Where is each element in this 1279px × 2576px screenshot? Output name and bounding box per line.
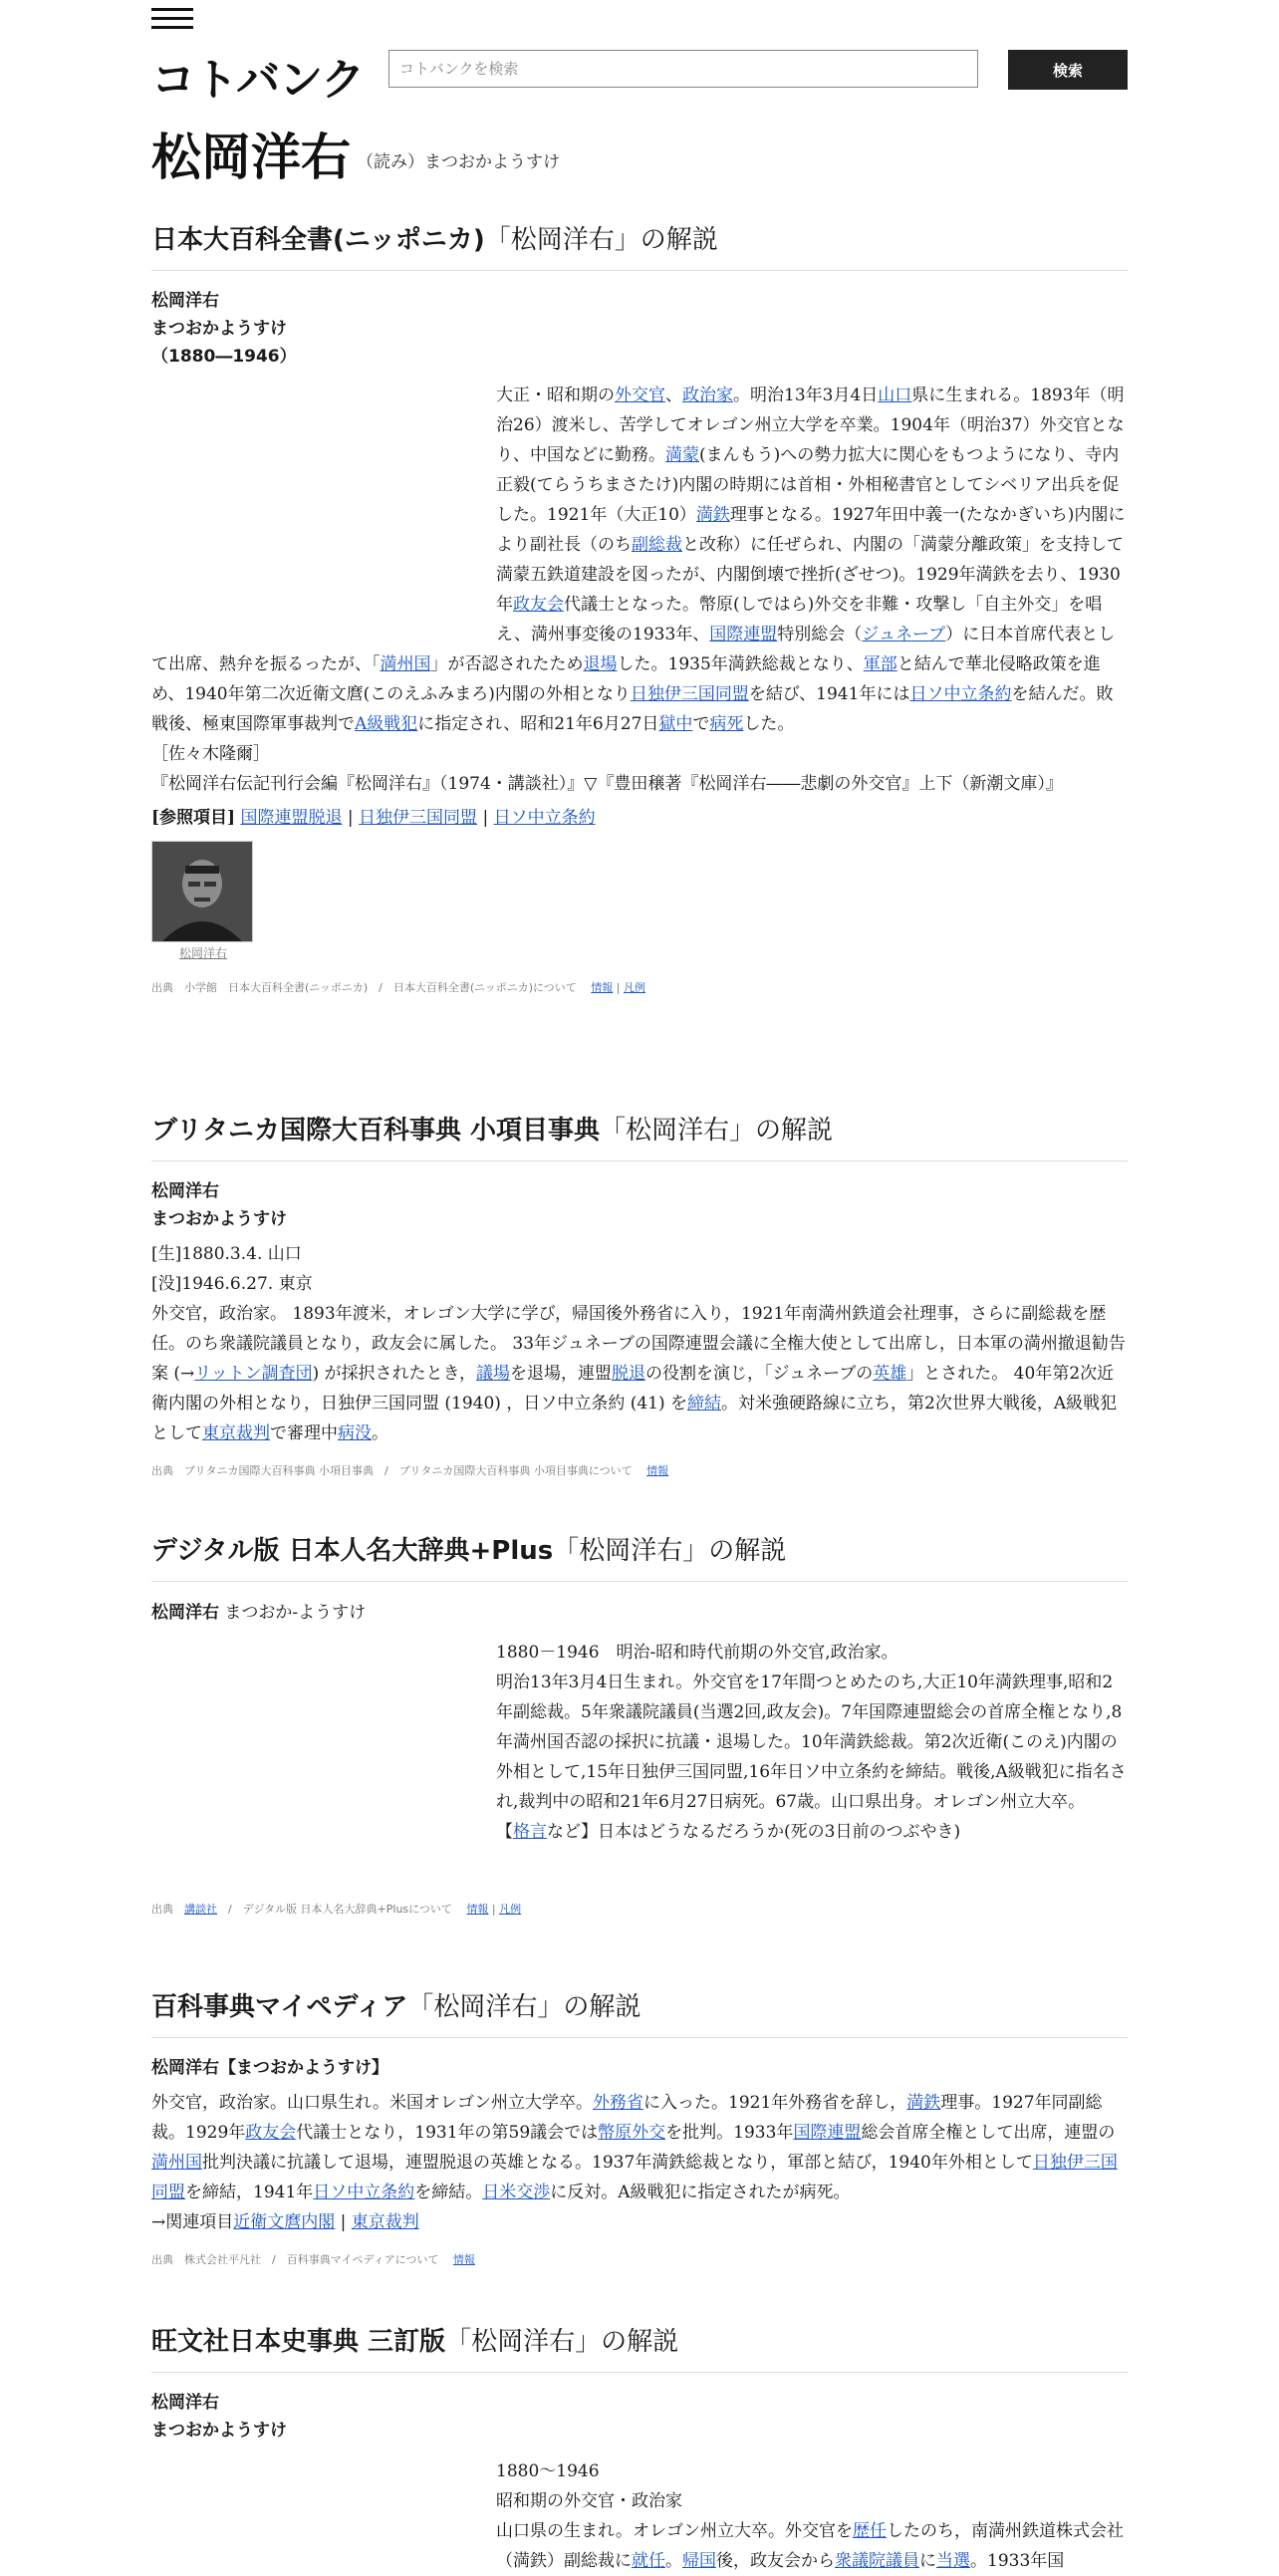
heading-suffix: 「松岡洋右」の解説 xyxy=(600,1116,834,1146)
heading-suffix: 「松岡洋右」の解説 xyxy=(484,225,718,255)
role-line: 昭和期の外交官・政治家 xyxy=(496,2491,682,2511)
inline-link[interactable]: 政友会 xyxy=(245,2123,297,2143)
text-run: 代議士となった。幣原(しではら)外交を非難・攻撃し「自主外交」を唱え、満州事変後の1933年、 xyxy=(496,595,1103,644)
ref-link[interactable]: 日独伊三国同盟 xyxy=(359,808,478,828)
body-paragraph xyxy=(496,2516,1128,2576)
inline-link[interactable]: 帰国 xyxy=(682,2551,716,2571)
entry-head: 松岡洋右 xyxy=(151,291,219,311)
inline-link[interactable]: 病死 xyxy=(709,714,744,734)
text-run: と改称）に任ぜられ、内閣の「満蒙分離政策」を支持して満蒙五鉄道建設を図ったが、内閣倒壊で挫折(ざせつ)。1929年満鉄を去り、1930年 xyxy=(496,535,1125,615)
inline-link[interactable]: 外務省 xyxy=(593,2093,644,2113)
section-britannica xyxy=(151,1110,1128,1478)
portrait-image[interactable] xyxy=(151,841,253,942)
source-credit: 出典 講談社 / デジタル版 日本人名大辞典+Plusについて 情報 | 凡例 xyxy=(151,1903,522,1916)
inline-link[interactable]: ジュネーブ xyxy=(862,625,946,644)
heading-suffix: 「松岡洋右」の解説 xyxy=(407,1992,641,2022)
inline-link[interactable]: 当選 xyxy=(936,2551,970,2571)
text-run: など】日本はどうなるだろうか(死の3日前のつぶやき) xyxy=(547,1822,961,1842)
text-run: 批判決議に抗議して退場，連盟脱退の英雄となる。1937年満鉄総裁となり，軍部と結び，1940年外相として xyxy=(202,2153,1033,2173)
body-text xyxy=(151,1299,1128,1448)
inline-link[interactable]: 衆議院議員 xyxy=(835,2551,919,2571)
text-run: ) が採択されたとき， xyxy=(312,1364,476,1384)
source-text: 出典 ブリタニカ国際大百科事典 小項目事典 / ブリタニカ国際大百科事典 小項目事典について xyxy=(151,1464,633,1477)
source-credit xyxy=(151,1462,1128,1478)
section-nipponica xyxy=(151,219,1128,995)
inline-link[interactable]: 政治家 xyxy=(682,386,733,405)
inline-link[interactable]: 議場 xyxy=(475,1364,510,1384)
text-run: と結んで華北侵略政策を進め、1940年第二次近衛文麿(このえふみまろ)内閣の外相となり xyxy=(151,654,1101,704)
text-run: した。 xyxy=(743,714,795,734)
source-prefix: 出典 xyxy=(151,1903,184,1916)
text-run: に入った。1921年外務省を辞し， xyxy=(643,2093,907,2113)
info-link[interactable]: 情報 xyxy=(591,981,614,994)
inline-link[interactable]: 軍部 xyxy=(863,654,897,674)
inline-link[interactable]: 満鉄 xyxy=(906,2093,941,2113)
text-run: したのち，南満州鉄道株式会社（満鉄）副総裁に xyxy=(496,2521,1125,2571)
entry-reading: まつおか-ようすけ xyxy=(219,1603,367,1623)
quote-line xyxy=(496,1817,1128,1847)
entry-head: 松岡洋右【まつおかようすけ】 xyxy=(151,2058,388,2078)
refs-label: [参照項目] xyxy=(151,808,236,828)
text-run: 外交官，政治家。山口県生れ。米国オレゴン州立大学卒。 xyxy=(151,2093,594,2113)
entry-name: 松岡洋右 xyxy=(151,1603,219,1623)
inline-link[interactable]: 満州国 xyxy=(151,2153,202,2173)
inline-link[interactable]: 政友会 xyxy=(513,595,564,615)
notes-link[interactable]: 凡例 xyxy=(499,1903,522,1916)
portrait-caption[interactable]: 松岡洋右 xyxy=(178,946,227,960)
lifespan-line: 1880〜1946 xyxy=(496,2461,600,2481)
related-items: [参照項目] 国際連盟脱退 | 日独伊三国同盟 | 日ソ中立条約 xyxy=(151,808,596,828)
body-text xyxy=(151,2088,1128,2207)
text-run: 県に生まれる。1893年（明治26）渡米し、苦学してオレゴン州立大学を卒業。1904年（明治37）外交官となり、中国などに勤務。 xyxy=(496,386,1125,465)
text-run: 代議士となり，1931年の第59議会では xyxy=(296,2123,599,2143)
text-run: 、 xyxy=(665,386,682,405)
text-run: を退場，連盟 xyxy=(509,1364,612,1384)
author: ［佐々木隆爾］ xyxy=(151,744,270,764)
text-run: 後，政友会から xyxy=(716,2551,835,2571)
text-run: に指定され、昭和21年6月27日 xyxy=(417,714,659,734)
text-run: 。対米強硬路線に立ち，第2次世界大戦後，A級戦犯として xyxy=(151,1394,1118,1443)
bibliography: 『松岡洋右伝記刊行会編『松岡洋右』（1974・講談社）』▽『豊田穣著『松岡洋右――悲劇の外交官』上下（新潮文庫）』 xyxy=(151,774,1063,794)
body-text xyxy=(496,1638,1128,1847)
source-credit xyxy=(151,2251,1128,2267)
section-heading xyxy=(151,1986,1128,2038)
site-logo[interactable]: コトバンク xyxy=(151,55,365,106)
reading: （読み）まつおかようすけ xyxy=(357,152,560,172)
text-run: 外交官，政治家。 1893年渡米，オレゴン大学に学び，帰国後外務省に入り，1921年南満州鉄道会社理事，さらに副総裁を歴任。のち衆議院議員となり，政友会に属した。 33年ジュネーブの国際連盟会議に全権大使として出席し，日本軍の満州撤退勧告案 (→ xyxy=(151,1304,1126,1384)
source-text: 出典 小学館 日本大百科全書(ニッポニカ) / 日本大百科全書(ニッポニカ)について xyxy=(151,981,577,994)
text-run: 総会首席全権として出席，連盟の xyxy=(861,2123,1116,2143)
inline-link[interactable]: 締結 xyxy=(687,1394,722,1414)
text-run: 。1933年国 xyxy=(970,2551,1065,2571)
body-text xyxy=(496,2456,1128,2576)
text-run: 【 xyxy=(496,1822,513,1842)
entry-reading: まつおかようすけ xyxy=(151,2421,287,2441)
hamburger-menu-icon[interactable] xyxy=(151,8,195,34)
text-run: ）に日本首席代表として出席、熱弁を振るったが、「 xyxy=(151,625,1116,674)
section-heading xyxy=(151,1530,1128,1582)
section-jinmei xyxy=(151,1530,1128,1917)
text-run: を締結，1941年 xyxy=(185,2183,314,2202)
text-run: | xyxy=(335,2212,352,2232)
source-name: ブリタニカ国際大百科事典 小項目事典 xyxy=(151,1116,601,1146)
text-run: 。明治13年3月4日 xyxy=(733,386,879,405)
text-run: 。 xyxy=(372,1423,388,1443)
body-paragraph xyxy=(151,2093,1118,2202)
text-run: 理事。1927年同副総裁。1929年 xyxy=(151,2093,1103,2143)
notes-link[interactable]: 凡例 xyxy=(623,981,645,994)
source-name: デジタル版 日本人名大辞典+Plus xyxy=(151,1536,554,1566)
page-title: 松岡洋右 xyxy=(151,129,351,186)
entry-reading: まつおかようすけ xyxy=(151,319,287,339)
text-run: に反対。A級戦犯に指定されたが病死。 xyxy=(550,2183,851,2202)
inline-link[interactable]: 東京裁判 xyxy=(351,2212,419,2232)
source-text: / デジタル版 日本人名大辞典+Plusについて xyxy=(217,1903,452,1916)
body-text xyxy=(151,381,1128,739)
body-paragraph: 明治13年3月4日生まれ。外交官を17年間つとめたのち,大正10年満鉄理事,昭和2年副総裁。5年衆議院議員(当選2回,政友会)。7年国際連盟総会の首席全権となり,8年満州国否認の採択に抗議・退場した。10年満鉄総裁。第2次近衛(このえ)内閣の外相として,15年日独伊三国同盟,16年日ソ中立条約を締結。戦後,A級戦犯に指名され,裁判中の昭和21年6月27日病死。67歳。山口県出身。オレゴン州立大卒。 xyxy=(496,1673,1127,1812)
text-run: を締結。 xyxy=(414,2183,483,2202)
ref-link[interactable]: 日ソ中立条約 xyxy=(493,808,596,828)
entry-head xyxy=(151,1598,1128,1628)
inline-link[interactable]: 日ソ中立条約 xyxy=(909,684,1012,704)
source-name: 日本大百科全書(ニッポニカ) xyxy=(151,225,485,255)
inline-link[interactable]: 山口 xyxy=(878,386,912,405)
info-link[interactable]: 情報 xyxy=(452,2253,475,2266)
born: [生]1880.3.4. 山口 xyxy=(151,1244,302,1264)
inline-link[interactable]: A級戦犯 xyxy=(355,714,418,734)
text-run: を批判。1933年 xyxy=(665,2123,794,2143)
inline-link[interactable]: 歴任 xyxy=(853,2521,888,2541)
ref-link[interactable]: 国際連盟脱退 xyxy=(240,808,343,828)
search-input[interactable] xyxy=(388,50,978,88)
body-paragraph xyxy=(151,1304,1126,1443)
entry-reading: まつおかようすけ xyxy=(151,1209,287,1229)
inline-link[interactable]: 格言 xyxy=(513,1822,547,1842)
text-run: 。 xyxy=(665,2551,682,2571)
text-run: 山口県の生まれ。オレゴン州立大卒。外交官を xyxy=(496,2521,854,2541)
section-heading xyxy=(151,2321,1128,2373)
entry-head: 松岡洋右 xyxy=(151,1181,219,1201)
text-run: で xyxy=(692,714,710,734)
source-name: 旺文社日本史事典 三訂版 xyxy=(151,2327,446,2357)
info-link[interactable]: 情報 xyxy=(646,1464,669,1477)
entry-years: （1880―1946） xyxy=(151,347,297,367)
text-run: した。1935年満鉄総裁となり、 xyxy=(617,654,864,674)
section-heading xyxy=(151,1110,1128,1161)
heading-suffix: 「松岡洋右」の解説 xyxy=(445,2327,679,2357)
text-run: 」が否認されたため xyxy=(430,654,584,674)
lifespan-line: 1880－1946 明治-昭和時代前期の外交官,政治家。 xyxy=(496,1643,898,1663)
source-credit: 出典 小学館 日本大百科全書(ニッポニカ) / 日本大百科全書(ニッポニカ)について 情報 | 凡例 xyxy=(151,981,645,994)
text-run: (まんもう)への勢力拡大に関心をもつようになり、寺内正毅(てらうちまさたけ)内閣の時期には首相・外相秘書官としてシベリア出兵を促した。1921年（大正10） xyxy=(496,445,1120,525)
text-run: で審理中 xyxy=(270,1423,338,1443)
inline-link[interactable]: 満州国 xyxy=(380,654,431,674)
portrait-figure xyxy=(151,841,255,961)
section-obunsha xyxy=(151,2321,1128,2576)
inline-link[interactable]: 満蒙 xyxy=(665,445,699,465)
text-run: 理事となる。1927年田中義一(たなかぎいち)内閣により副社長（のち xyxy=(496,505,1126,555)
related-items xyxy=(151,2207,1128,2237)
inline-link[interactable]: 病没 xyxy=(338,1423,372,1443)
inline-link[interactable]: リットン調査団 xyxy=(194,1364,313,1384)
text-run: を結び、1941年には xyxy=(748,684,910,704)
text-run: の役割を演じ，「ジュネーブの xyxy=(644,1364,874,1384)
section-heading xyxy=(151,219,1128,271)
info-link[interactable]: 情報 xyxy=(466,1903,489,1916)
text-run: 」とされた。 40年第2次近衛内閣の外相となり，日独伊三国同盟 (1940) ，日ソ中立条約 (41) を xyxy=(151,1364,1115,1414)
inline-link[interactable]: 満鉄 xyxy=(695,505,730,525)
inline-link[interactable]: 就任 xyxy=(632,2551,665,2571)
inline-link[interactable]: 幣原外交 xyxy=(598,2123,666,2143)
heading-suffix: 「松岡洋右」の解説 xyxy=(553,1536,787,1566)
inline-link[interactable]: 日独伊三国同盟 xyxy=(630,684,749,704)
inline-link[interactable]: 日独伊三国同盟 xyxy=(151,2153,1118,2202)
inline-link[interactable]: 国際連盟 xyxy=(793,2123,862,2143)
text-run: 大正・昭和期の xyxy=(496,386,615,405)
inline-link[interactable]: 獄中 xyxy=(658,714,693,734)
float-spacer xyxy=(151,381,496,649)
related-list xyxy=(151,2212,419,2232)
source-name: 百科事典マイペディア xyxy=(151,1992,408,2022)
inline-link[interactable]: 近衛文麿内閣 xyxy=(233,2212,336,2232)
section-mypedia xyxy=(151,1986,1128,2267)
inline-link[interactable]: 脱退 xyxy=(611,1364,645,1384)
inline-link[interactable]: 退場 xyxy=(583,654,618,674)
text-run: に xyxy=(919,2551,936,2571)
inline-link[interactable]: 副総裁 xyxy=(632,535,682,555)
died: [没]1946.6.27. 東京 xyxy=(151,1274,313,1294)
inline-link[interactable]: 国際連盟 xyxy=(709,625,778,644)
source-text: 出典 株式会社平凡社 / 百科事典マイペディアについて xyxy=(151,2253,439,2266)
text-run: を結んだ。敗戦後、極東国際軍事裁判で xyxy=(151,684,1114,734)
text-run: 特別総会（ xyxy=(777,625,863,644)
inline-link[interactable]: 東京裁判 xyxy=(202,1423,270,1443)
publisher-link[interactable]: 講談社 xyxy=(184,1903,217,1916)
text-run: →関連項目 xyxy=(151,2212,234,2232)
search-button[interactable]: 検索 xyxy=(1008,50,1128,90)
inline-link[interactable]: 外交官 xyxy=(615,386,665,405)
inline-link[interactable]: 日米交渉 xyxy=(482,2183,551,2202)
inline-link[interactable]: 英雄 xyxy=(873,1364,907,1384)
entry-head: 松岡洋右 xyxy=(151,2393,219,2413)
inline-link[interactable]: 日ソ中立条約 xyxy=(313,2183,415,2202)
